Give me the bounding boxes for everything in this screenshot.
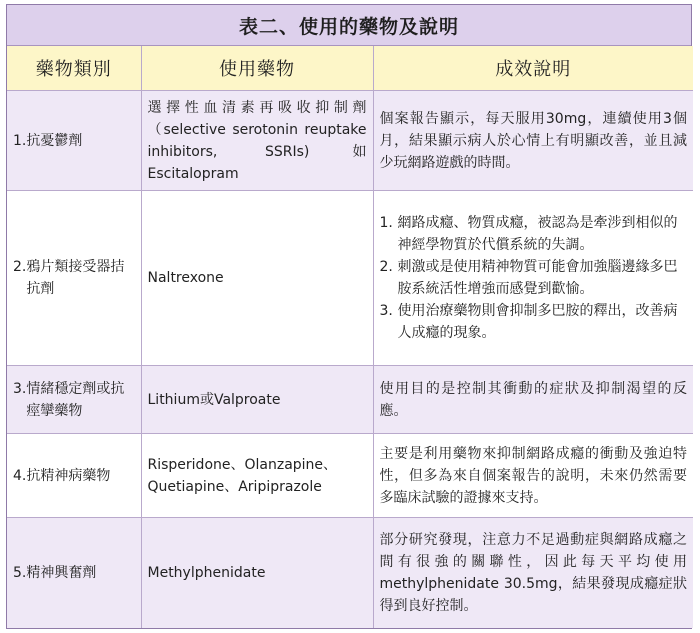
list-item-text: 使用治療藥物則會抑制多巴胺的釋出，改善病人成癮的現象。 <box>397 303 678 341</box>
effect-list <box>380 212 688 344</box>
effect-cell: 主要是利用藥物來抑制網路成癮的衝動及強迫特性，但多為來自個案報告的說明，未來仍然需要多臨床試驗的證據來支持。 <box>373 434 693 518</box>
table-row <box>7 366 693 434</box>
category-text: 抗精神病藥物 <box>26 467 111 484</box>
effect-cell: 使用目的是控制其衝動的症狀及抑制渴望的反應。 <box>373 366 693 434</box>
drug-cell: Lithium或Valproate <box>141 366 373 434</box>
category-cell <box>7 91 141 191</box>
drug-cell: Naltrexone <box>141 191 373 366</box>
table-title: 表二、使用的藥物及說明 <box>7 5 691 46</box>
list-item-text: 網路成癮、物質成癮，被認為是牽涉到相似的神經學物質於代償系統的失調。 <box>397 215 678 253</box>
medication-table-panel <box>6 4 692 629</box>
table-row <box>7 91 693 191</box>
list-item-number: 2. <box>379 259 393 275</box>
list-item-number: 3. <box>379 303 393 319</box>
table-row <box>7 434 693 518</box>
row-number: 4. <box>13 467 27 484</box>
category-text: 情緒穩定劑或抗痙攣藥物 <box>26 380 125 419</box>
drug-cell: 選擇性血清素再吸收抑制劑（selective serotonin reuptake inhibitors, SSRIs)如Escitalopram <box>141 91 373 191</box>
list-item-text: 刺激或是使用精神物質可能會加強腦邊緣多巴胺系統活性增強而感覺到歡愉。 <box>397 259 678 297</box>
list-item <box>380 256 688 300</box>
list-item-number: 1. <box>379 215 393 231</box>
table-row <box>7 518 693 628</box>
effect-cell <box>373 191 693 366</box>
table-row <box>7 191 693 366</box>
list-item <box>380 300 688 344</box>
effect-cell: 部分研究發現，注意力不足過動症與網路成癮之間有很強的關聯性，因此每天平均使用methylphenidate 30.5mg，結果發現成癮症狀得到良好控制。 <box>373 518 693 628</box>
row-number: 2. <box>13 259 27 275</box>
header-effect-description: 成效說明 <box>373 46 693 91</box>
category-text: 鴉片類接受器拮抗劑 <box>26 259 125 297</box>
header-row <box>7 46 693 91</box>
category-cell <box>7 434 141 518</box>
medication-table <box>7 46 693 628</box>
header-drugs-used: 使用藥物 <box>141 46 373 91</box>
row-number: 3. <box>13 380 27 397</box>
drug-cell: Risperidone、Olanzapine、Quetiapine、Aripiprazole <box>141 434 373 518</box>
row-number: 1. <box>13 132 27 149</box>
effect-cell: 個案報告顯示，每天服用30mg，連續使用3個月，結果顯示病人於心情上有明顯改善，並且減少玩網路遊戲的時間。 <box>373 91 693 191</box>
category-text: 抗憂鬱劑 <box>26 132 83 149</box>
category-cell <box>7 191 141 366</box>
header-drug-category: 藥物類別 <box>7 46 141 91</box>
drug-cell: Methylphenidate <box>141 518 373 628</box>
row-number: 5. <box>13 564 27 581</box>
list-item <box>380 212 688 256</box>
category-text: 精神興奮劑 <box>26 564 97 581</box>
category-cell <box>7 518 141 628</box>
category-cell <box>7 366 141 434</box>
